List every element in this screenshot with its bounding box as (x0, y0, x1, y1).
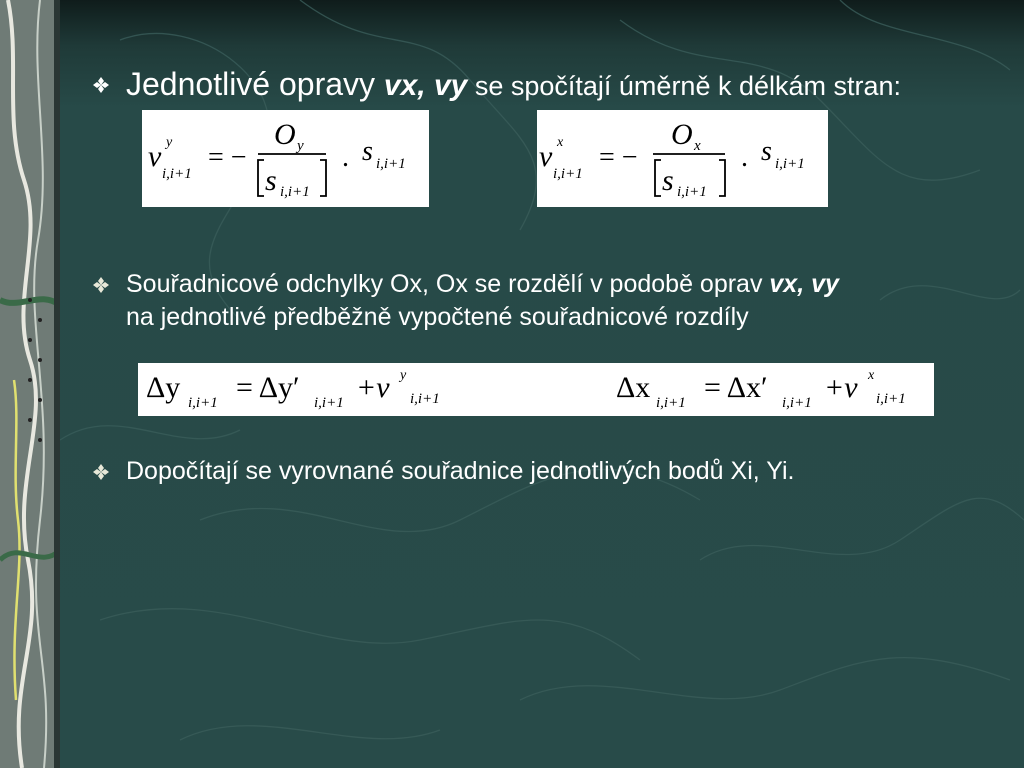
bullet-1-vars: vx, vy (383, 69, 468, 102)
formula-vx-den: s (662, 164, 674, 197)
formula-dy-lhs: Δy (146, 371, 181, 404)
bullet-3-text: Dopočítají se vyrovnané souřadnice jednotlivých bodů Xi, Yi. (126, 457, 795, 485)
formula-dy-plus: +v (356, 371, 390, 404)
bullet-1-suffix: se spočítají úměrně k délkám stran: (467, 71, 902, 101)
formula-vy-num-sub: y (297, 138, 304, 154)
formula-dy-v-sub: i,i+1 (410, 391, 440, 407)
formula-vx-s-sub: i,i+1 (775, 156, 805, 172)
formula-vx-sub: i,i+1 (553, 166, 583, 182)
formula-dx-rhs-sub: i,i+1 (782, 395, 812, 411)
four-petal-diamond-icon (92, 463, 110, 481)
formula-vy-v: v (148, 140, 162, 173)
bullet-2-line-1-prefix: Souřadnicové odchylky Ox, Ox se rozdělí v podobě oprav (126, 270, 770, 298)
formula-vx-sup: x (557, 135, 564, 150)
four-petal-diamond-icon (92, 76, 110, 94)
formula-dx-eq: = Δx′ (704, 371, 768, 404)
formula-dy-eq: = Δy′ (236, 371, 300, 404)
formula-dx-sup: x (868, 368, 875, 383)
formula-vy-den-sub: i,i+1 (280, 184, 310, 200)
formula-vx-image (537, 110, 828, 207)
formula-vx-dot: . (741, 142, 748, 173)
bullet-2-vars: vx, vy (769, 270, 839, 298)
four-petal-diamond-icon (92, 276, 110, 294)
formula-dx-plus: +v (824, 371, 858, 404)
formula-vy-sup: y (166, 135, 173, 150)
formula-vy-s: s (362, 136, 373, 167)
formula-dy-lhs-sub: i,i+1 (188, 395, 218, 411)
formula-dx-v-sub: i,i+1 (876, 391, 906, 407)
formula-vy-dot: . (342, 142, 349, 173)
formula-dx-lhs-sub: i,i+1 (656, 395, 686, 411)
formula-vy-image (142, 110, 429, 207)
map-strip-decoration (0, 0, 60, 768)
formula-vy-s-sub: i,i+1 (376, 156, 406, 172)
formula-vx-den-sub: i,i+1 (677, 184, 707, 200)
formula-dy-sup: y (400, 368, 407, 383)
formula-vy-num: O (274, 118, 296, 151)
formula-dy-rhs-sub: i,i+1 (314, 395, 344, 411)
bullet-1-prefix: Jednotlivé opravy (126, 66, 384, 102)
formula-dx-lhs: Δx (616, 371, 651, 404)
formula-vx-v: v (539, 140, 553, 173)
formula-delta-image (138, 363, 934, 416)
bullet-1-text (126, 64, 901, 106)
formula-vy-sub: i,i+1 (162, 166, 192, 182)
formula-vx-num-sub: x (694, 138, 701, 154)
bullet-2-line-1 (126, 268, 839, 301)
formula-vx-eq: = − (599, 142, 638, 173)
formula-vy-den: s (265, 164, 277, 197)
formula-vx-s: s (761, 136, 772, 167)
formula-vx-num: O (671, 118, 693, 151)
bullet-2-text (126, 268, 839, 334)
bullet-2-line-2: na jednotlivé předběžně vypočtené souřadnicové rozdíly (126, 303, 749, 331)
formula-vy-eq: = − (208, 142, 247, 173)
